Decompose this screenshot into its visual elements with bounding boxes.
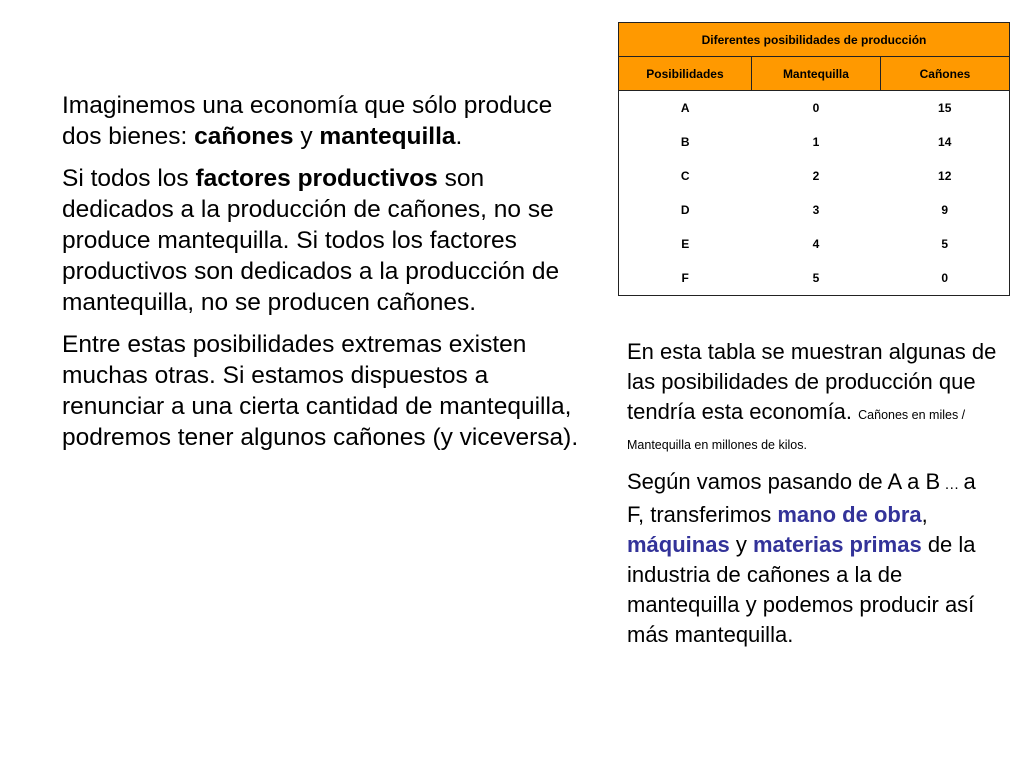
paragraph-possibilities: Entre estas posibilidades extremas existen muchas otras. Si estamos dispuestos a renunciar a una cierta cantidad de mantequilla, podremos tener algunos cañones (y viceversa). — [62, 331, 579, 451]
cell-mantequilla: 4 — [812, 237, 820, 251]
term-mano-de-obra: mano de obra — [777, 502, 922, 527]
table-row — [619, 227, 1010, 261]
table-row — [619, 193, 1010, 227]
cell-posibilidad: F — [681, 271, 689, 285]
cell-canones: 15 — [938, 101, 952, 115]
cell-canones: 5 — [941, 237, 949, 251]
term-maquinas: máquinas — [627, 532, 730, 557]
intro-text-block — [62, 90, 582, 464]
paragraph-table-description — [627, 337, 997, 457]
cell-mantequilla: 5 — [812, 271, 820, 285]
factors-text-rest: son dedicados a la producción de cañones, no se produce mantequilla. Si todos los factores productivos son dedicados a la producción de mantequilla, no se producen cañones. — [62, 165, 560, 316]
cell-posibilidad: B — [680, 135, 690, 149]
cell-mantequilla: 3 — [812, 203, 820, 217]
table-row — [619, 261, 1010, 296]
term-mantequilla: mantequilla — [319, 123, 456, 150]
production-table-container — [618, 22, 1010, 296]
table-row — [619, 159, 1010, 193]
cell-canones: 9 — [941, 203, 949, 217]
transfer-comma: , — [921, 502, 928, 527]
production-possibilities-table — [618, 22, 1010, 296]
cell-canones: 14 — [938, 135, 952, 149]
transfer-conjunction: y — [729, 532, 753, 557]
cell-canones: 0 — [941, 271, 949, 285]
table-row — [619, 91, 1010, 126]
cell-mantequilla: 2 — [812, 169, 820, 183]
cell-canones: 12 — [938, 169, 952, 183]
paragraph-transfer — [627, 467, 997, 650]
cell-posibilidad: D — [680, 203, 690, 217]
cell-mantequilla: 0 — [812, 101, 820, 115]
paragraph-factors — [62, 163, 582, 318]
intro-period: . — [455, 123, 463, 150]
explanation-text-block — [627, 337, 997, 660]
header-posibilidades: Posibilidades — [619, 57, 752, 91]
table-row — [619, 125, 1010, 159]
transfer-text-mid: a F, transferimos — [627, 469, 976, 527]
intro-conjunction: y — [293, 123, 320, 150]
intro-text: Imaginemos una economía que sólo produce dos bienes: — [62, 92, 553, 150]
cell-mantequilla: 1 — [812, 135, 820, 149]
term-canones: cañones — [194, 123, 294, 150]
cell-posibilidad: A — [680, 101, 690, 115]
table-title: Diferentes posibilidades de producción — [619, 23, 1010, 57]
factors-text-start: Si todos los — [62, 165, 196, 192]
paragraph-intro — [62, 90, 582, 152]
header-mantequilla: Mantequilla — [751, 57, 880, 91]
transfer-ellipsis: … — [940, 476, 964, 493]
term-factores-productivos: factores productivos — [195, 165, 438, 192]
transfer-text-end: de la industria de cañones a la de mantequilla y podemos producir así más mantequilla. — [627, 532, 976, 647]
transfer-text-start: Según vamos pasando de A a B — [627, 469, 941, 494]
header-canones: Cañones — [880, 57, 1009, 91]
term-materias-primas: materias primas — [752, 532, 922, 557]
units-note: Cañones en miles / Mantequilla en millones de kilos. — [627, 408, 966, 452]
cell-posibilidad: E — [681, 237, 690, 251]
table-description-text: En esta tabla se muestran algunas de las posibilidades de producción que tendría esta economía. — [627, 339, 997, 424]
cell-posibilidad: C — [680, 169, 690, 183]
